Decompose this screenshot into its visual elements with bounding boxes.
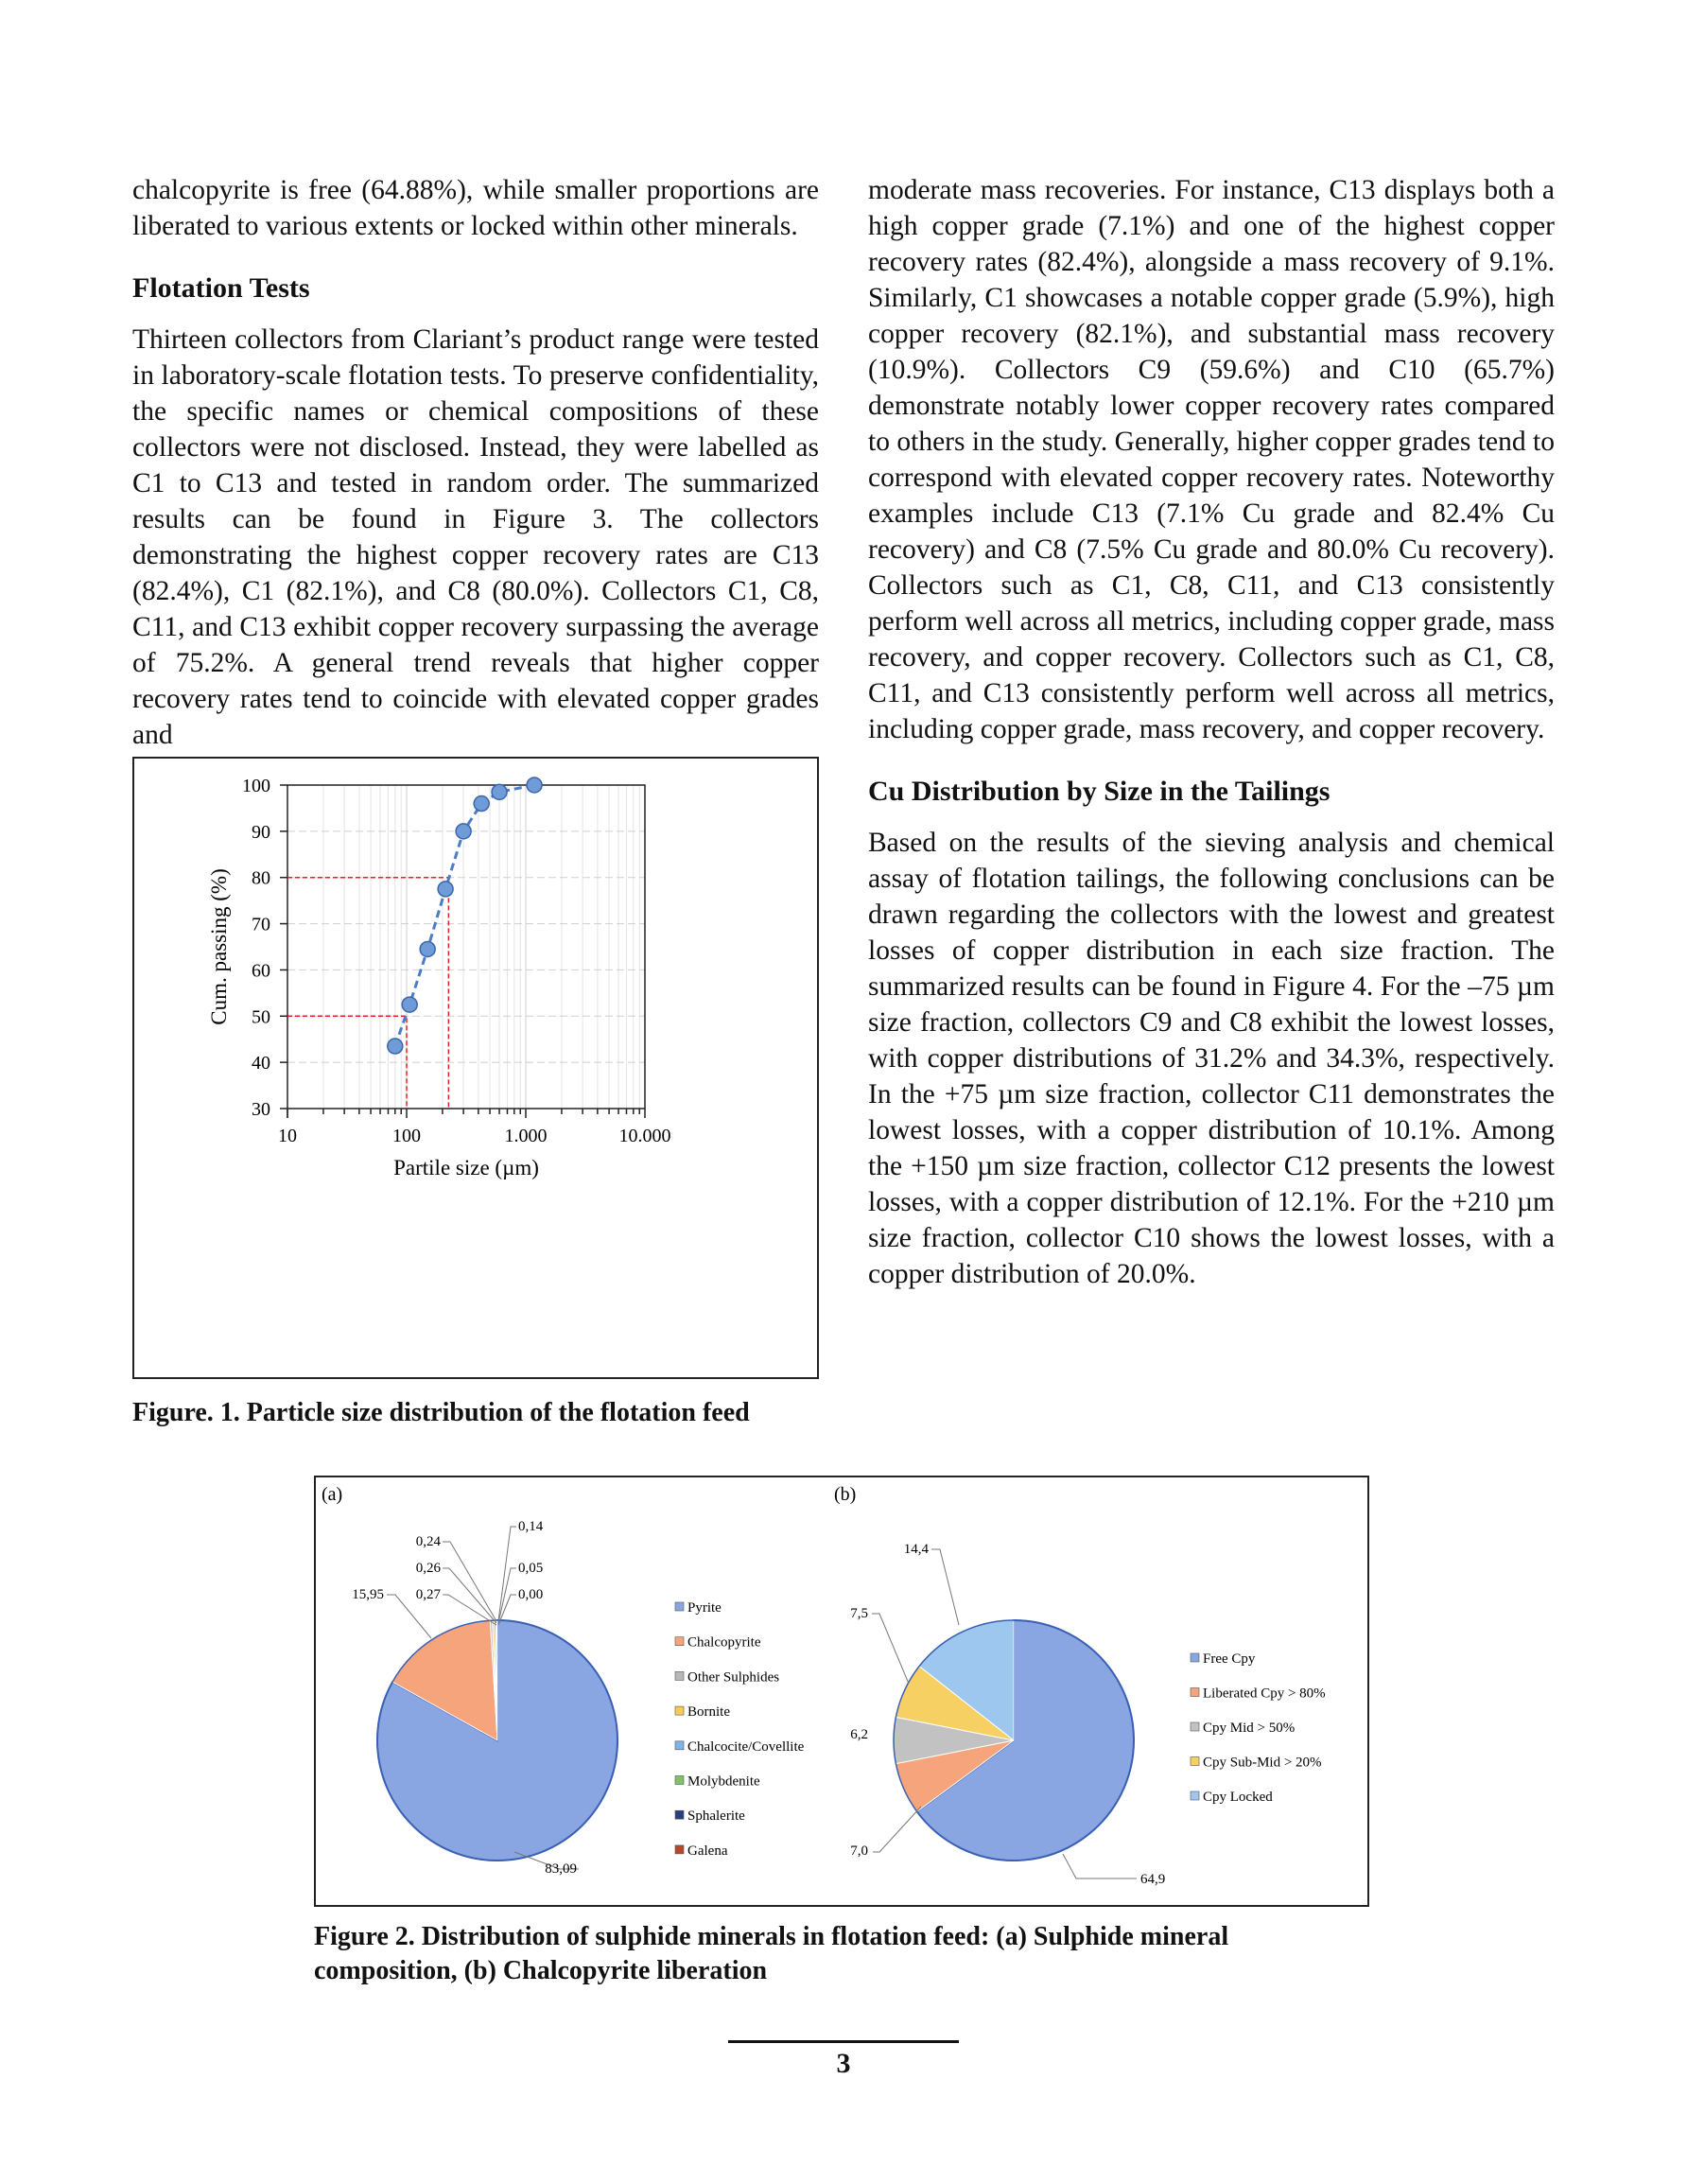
data-point (420, 941, 435, 956)
value-label: 7,0 (850, 1843, 868, 1859)
value-label: 0,24 (415, 1534, 441, 1549)
value-label: 64,9 (1140, 1872, 1166, 1887)
leader-line (443, 1542, 496, 1621)
leader-line (498, 1568, 516, 1623)
section-heading-flotation-tests: Flotation Tests (132, 272, 310, 304)
legend-label: Free Cpy (1203, 1651, 1256, 1667)
legend-swatch (675, 1706, 684, 1715)
left-column (132, 172, 819, 753)
y-axis-label: Cum. passing (%) (207, 868, 231, 1025)
legend-swatch (1191, 1791, 1199, 1800)
y-tick-label: 100 (242, 776, 270, 796)
value-label: 0,00 (518, 1587, 544, 1602)
value-label: 83,09 (545, 1861, 577, 1877)
legend-label: Other Sulphides (687, 1669, 780, 1686)
value-label: 0,26 (415, 1561, 441, 1576)
panel-label: (b) (834, 1484, 857, 1505)
panel-label: (a) (322, 1484, 343, 1505)
paragraph: chalcopyrite is free (64.88%), while smaller proportions are liberated to various extents or locked within other minerals. (132, 175, 819, 241)
page-footer-rule (728, 2040, 959, 2043)
data-point (474, 796, 489, 812)
leader-line (873, 1807, 921, 1852)
leader-line (1063, 1854, 1137, 1878)
legend-swatch (1191, 1722, 1199, 1731)
section-heading-cu-distribution: Cu Distribution by Size in the Tailings (868, 776, 1330, 807)
legend-label: Liberated Cpy > 80% (1203, 1686, 1326, 1702)
value-label: 14,4 (903, 1542, 929, 1557)
data-point (456, 824, 471, 839)
y-tick-label: 60 (252, 960, 270, 982)
legend-label: Cpy Mid > 50% (1203, 1721, 1296, 1736)
y-tick-label: 70 (252, 914, 270, 935)
legend-label: Cpy Locked (1203, 1790, 1273, 1805)
figure-2-frame (314, 1476, 1369, 1907)
right-column (868, 172, 1555, 1292)
y-tick-label: 80 (252, 867, 270, 889)
legend-swatch (675, 1602, 684, 1611)
legend-label: Cpy Sub-Mid > 20% (1203, 1755, 1322, 1771)
y-tick-label: 50 (252, 1006, 270, 1028)
legend-swatch (675, 1637, 684, 1646)
legend-swatch (675, 1776, 684, 1785)
value-label: 0,27 (415, 1587, 441, 1602)
leader-line (443, 1595, 496, 1625)
leader-line (443, 1568, 496, 1623)
value-label: 0,05 (518, 1561, 544, 1576)
value-label: 6,2 (850, 1727, 868, 1742)
legend-label: Pyrite (687, 1600, 722, 1616)
legend-label: Sphalerite (687, 1808, 745, 1825)
value-label: 7,5 (850, 1606, 868, 1621)
value-label: 0,14 (518, 1519, 544, 1534)
paragraph: Based on the results of the sieving analysis and chemical assay of flotation tailings, the following conclusions can be drawn regarding the collectors with the lowest and greatest losses of copper distribution in each size fraction. The summarized results can be found in Figure 4. For the –75 µm size fraction, collectors C9 and C8 exhibit the lowest losses, with copper distributions of 31.2% and 34.3%, respectively. In the +75 µm size fraction, collector C11 demonstrates the lowest losses, with a copper distribution of 10.1%. Among the +150 µm size fraction, collector C12 presents the lowest losses, with a copper distribution of 12.1%. For the +210 µm size fraction, collector C10 shows the lowest losses, with a copper distribution of 20.0%. (868, 828, 1555, 1289)
paragraph: moderate mass recoveries. For instance, C13 displays both a high copper grade (7.1%) and one of the highest copper recovery rates (82.4%), alongside a mass recovery of 9.1%. Similarly, C1 showcases a notable copper grade (5.9%), high copper recovery (82.1%), and substantial mass recovery (10.9%). Collectors C9 (59.6%) and C10 (65.7%) demonstrate notably lower copper recovery rates compared to others in the study. Generally, higher copper grades tend to correspond with elevated copper recovery rates. Noteworthy examples include C13 (7.1% Cu grade and 82.4% Cu recovery) and C8 (7.5% Cu grade and 80.0% Cu recovery). Collectors such as C1, C8, C11, and C13 consistently perform well across all metrics, including copper grade, mass recovery, and copper recovery. Collectors such as C1, C8, C11, and C13 consistently perform well across all metrics, including copper grade, mass recovery, and copper recovery. (868, 175, 1555, 744)
data-point (527, 778, 542, 793)
legend-label: Molybdenite (687, 1773, 760, 1790)
y-tick-label: 90 (252, 821, 270, 843)
data-point (388, 1039, 403, 1054)
legend-label: Chalcopyrite (687, 1634, 761, 1651)
legend-swatch (675, 1810, 684, 1819)
legend-swatch (675, 1671, 684, 1680)
sulphide-pie-charts (316, 1477, 1367, 1905)
legend-swatch (1191, 1757, 1199, 1766)
figure-1-frame (132, 757, 819, 1379)
figure-2-caption: Figure 2. Distribution of sulphide minerals in flotation feed: (a) Sulphide mineral composition, (b) Chalcopyrite liberation (314, 1922, 1229, 1985)
leader-line (931, 1549, 959, 1625)
x-tick-label: 10 (278, 1126, 297, 1146)
x-tick-label: 100 (392, 1126, 421, 1146)
data-point (402, 997, 417, 1012)
leader-line (498, 1527, 516, 1621)
data-point (492, 784, 507, 799)
y-tick-label: 40 (252, 1053, 270, 1075)
page-number: 3 (836, 2048, 851, 2079)
particle-size-chart (134, 759, 817, 1377)
y-tick-label: 30 (252, 1099, 270, 1120)
legend-swatch (675, 1845, 684, 1854)
x-tick-label: 1.000 (504, 1126, 548, 1146)
paragraph: Thirteen collectors from Clariant’s product range were tested in laboratory-scale flotation tests. To preserve confidentiality, the specific names or chemical compositions of these collectors were not disclosed. Instead, they were labelled as C1 to C13 and tested in random order. The summarized results can be found in Figure 3. The collectors demonstrating the highest copper recovery rates are C13 (82.4%), C1 (82.1%), and C8 (80.0%). Collectors C1, C8, C11, and C13 exhibit copper recovery surpassing the average of 75.2%. A general trend reveals that higher copper recovery rates tend to coincide with elevated copper grades and (132, 324, 819, 750)
x-axis-label: Partile size (µm) (393, 1156, 539, 1179)
reference-line (287, 878, 448, 1109)
legend-label: Galena (687, 1843, 728, 1859)
legend-label: Bornite (687, 1704, 730, 1721)
legend-swatch (1191, 1688, 1199, 1697)
figure-1-caption: Figure. 1. Particle size distribution of the flotation feed (132, 1398, 750, 1427)
x-tick-label: 10.000 (618, 1126, 671, 1146)
value-label: 15,95 (352, 1587, 384, 1602)
legend-label: Chalcocite/Covellite (687, 1738, 805, 1755)
legend-swatch (1191, 1653, 1199, 1662)
leader-line (872, 1614, 909, 1684)
data-point (438, 882, 453, 897)
legend-swatch (675, 1741, 684, 1750)
